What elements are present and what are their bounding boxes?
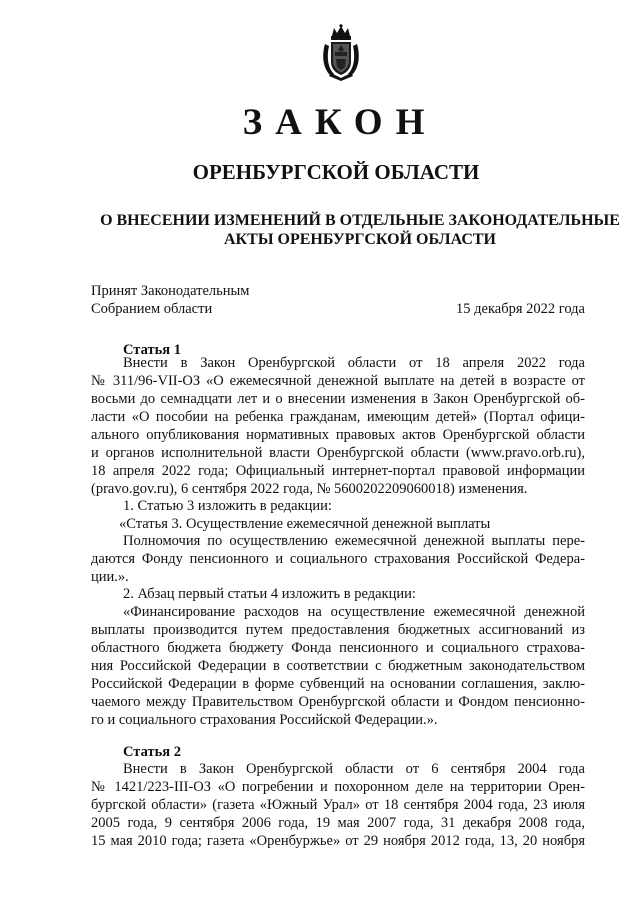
- body-text-line: 15 мая 2010 года; газета «Оренбуржье» от 29 ноября 2012 года, 13, 20 ноября: [91, 833, 585, 849]
- body-text-line: № 311/96-VII-ОЗ «О ежемесячной денежной выплате на детей в возрасте от: [91, 373, 585, 389]
- body-text-line: № 1421/223-III-ОЗ «О погребении и похоронном деле на территории Орен-: [91, 779, 585, 795]
- adoption-block: [91, 282, 585, 318]
- body-text-line: чаемого между Правительством Оренбургской области и Фондом пенсионно-: [91, 694, 585, 710]
- body-text-line: ласти «О пособии на ребенка гражданам, имеющим детей» (Портал офици-: [91, 409, 585, 425]
- body-text-line: восьми до семнадцати лет и о внесении изменения в Закон Оренбургской об-: [91, 391, 585, 407]
- body-text-line: и органов исполнительной власти Оренбургской области (www.pravo.orb.ru),: [91, 445, 585, 461]
- body-text-line: Полномочия по осуществлению ежемесячной денежной выплаты пере-: [123, 533, 585, 549]
- body-text-line: выплаты производится путем предоставления бюджетных ассигнований из: [91, 622, 585, 638]
- body-text-line: (pravo.gov.ru), 6 сентября 2022 года, № 5600202209060018) изменения.: [91, 481, 528, 497]
- body-text-line: Внести в Закон Оренбургской области от 18 апреля 2022 года: [123, 355, 585, 371]
- article-heading: Статья 2: [123, 744, 181, 760]
- body-text-line: 2005 года, 9 сентября 2006 года, 19 мая 2007 года, 31 декабря 2008 года,: [91, 815, 585, 831]
- body-text-line: областного бюджета бюджету Фонда пенсионного и социального страхова-: [91, 640, 585, 656]
- law-subject-line: АКТЫ ОРЕНБУРГСКОЙ ОБЛАСТИ: [224, 231, 496, 248]
- body-text-line: 1. Статью 3 изложить в редакции:: [123, 498, 332, 514]
- adoption-line-2: Собранием области: [91, 301, 213, 317]
- body-text-line: ции.».: [91, 569, 129, 585]
- body-text-line: Российской Федерации в форме субвенций на основании соглашения, заклю-: [91, 676, 585, 692]
- law-title: ЗАКОН: [242, 102, 438, 143]
- body-text-line: «Статья 3. Осуществление ежемесячной денежной выплаты: [119, 516, 491, 532]
- coat-of-arms-icon: [321, 24, 361, 82]
- body-text-line: го и социального страхования Российской Федерации.».: [91, 712, 438, 728]
- body-text-line: 2. Абзац первый статьи 4 изложить в редакции:: [123, 586, 416, 602]
- adoption-line-1: Принят Законодательным: [91, 283, 250, 299]
- adoption-date: 15 декабря 2022 года: [456, 301, 585, 317]
- body-text-line: ального опубликования нормативных правовых актов Оренбургской области: [91, 427, 585, 443]
- body-text-line: ния Российской Федерации в соответствии с бюджетным законодательством: [91, 658, 585, 674]
- law-subject: [60, 211, 640, 249]
- body-text-line: бургской области» (газета «Южный Урал» от 18 сентября 2004 года, 23 июля: [91, 797, 585, 813]
- body-text-line: даются Фонду пенсионного и социального страхования Российской Федера-: [91, 551, 585, 567]
- body-text-line: 18 апреля 2022 года; Официальный интернет-портал правовой информации: [91, 463, 585, 479]
- body-text-line: «Финансирование расходов на осуществление ежемесячной денежной: [123, 604, 585, 620]
- law-region: ОРЕНБУРГСКОЙ ОБЛАСТИ: [192, 160, 480, 184]
- body-text-line: Внести в Закон Оренбургской области от 6 сентября 2004 года: [123, 761, 585, 777]
- law-subject-line: О ВНЕСЕНИИ ИЗМЕНЕНИЙ В ОТДЕЛЬНЫЕ ЗАКОНОДАТЕЛЬНЫЕ: [100, 212, 620, 229]
- article-heading: Статья 1: [123, 342, 181, 358]
